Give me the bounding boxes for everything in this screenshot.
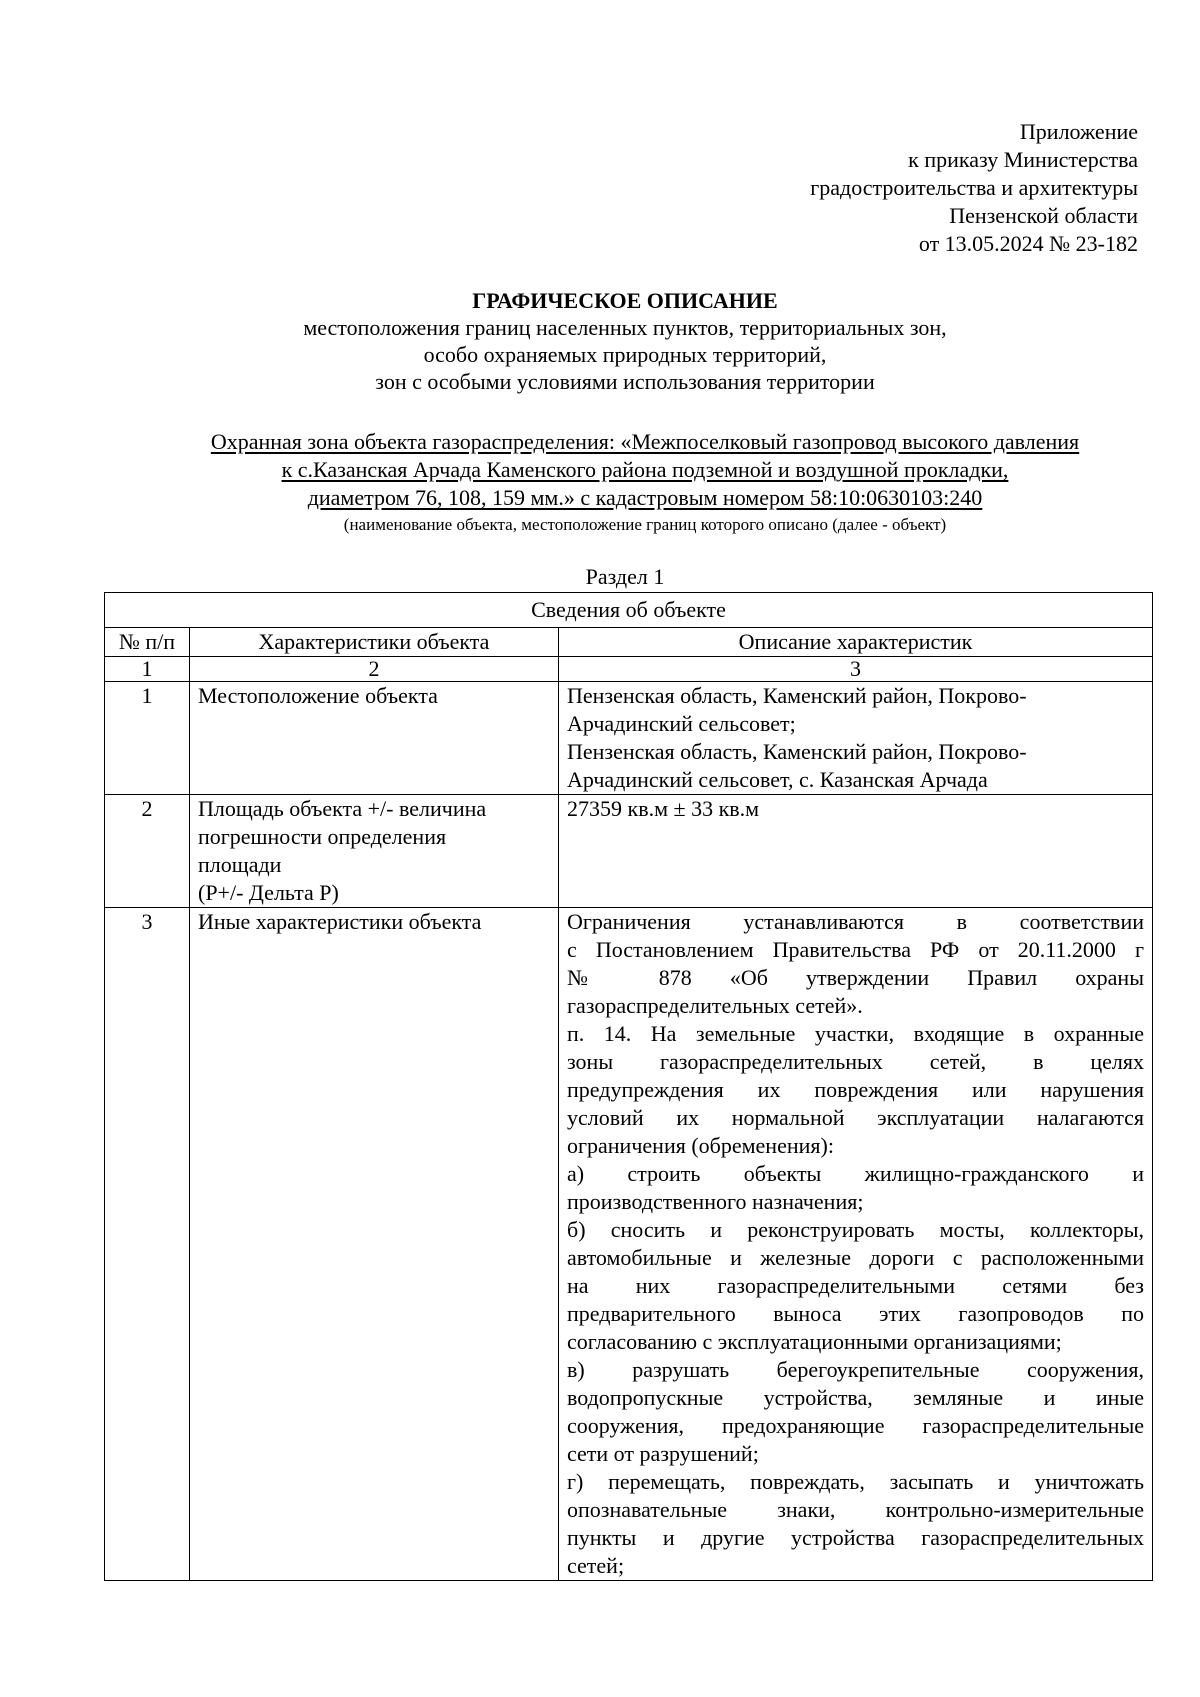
description-line: сетей;	[567, 1553, 625, 1578]
description-line: автомобильные и железные дороги с расположенными	[567, 1245, 1144, 1270]
description-line: предварительного выноса этих газопроводов по	[567, 1301, 1144, 1326]
description-line: в) разрушать берегоукрепительные сооружения,	[567, 1357, 1144, 1382]
row-characteristic: Местоположение объекта	[190, 682, 559, 795]
description-line: Арчадинский сельсовет, с. Казанская Арчада	[567, 767, 988, 792]
description-line: сети от разрушений;	[567, 1441, 759, 1466]
description-line: газораспределительных сетей».	[567, 993, 863, 1018]
object-name-note: (наименование объекта, местоположение границ которого описано (далее - объект)	[343, 515, 947, 534]
description-line: г) перемещать, повреждать, засыпать и уничтожать	[567, 1469, 1144, 1494]
description-line: № 878 «Об утверждении Правил охраны	[567, 965, 1144, 990]
row-number: 1	[105, 682, 190, 795]
appendix-line: к приказу Министерства	[908, 147, 1138, 172]
appendix-block	[638, 118, 1138, 258]
column-header-characteristic: Характеристики объекта	[190, 628, 559, 657]
row-characteristic: Иные характеристики объекта	[190, 908, 559, 1581]
description-line: Арчадинский сельсовет;	[567, 711, 796, 736]
description-line: Пензенская область, Каменский район, Покрово-	[567, 739, 1027, 764]
title-line: местоположения границ населенных пунктов, территориальных зон,	[303, 315, 947, 340]
object-name-line: Охранная зона объекта газораспределения: «Межпоселковый газопровод высокого давления	[210, 429, 1080, 454]
description-line: пункты и другие устройства газораспределительных	[567, 1525, 1144, 1550]
table-number-row	[105, 657, 1153, 682]
description-line: опознавательные знаки, контрольно-измерительные	[567, 1497, 1144, 1522]
description-line: ограничения (обременения):	[567, 1133, 834, 1158]
description-line: Ограничения устанавливаются в соответствии	[567, 909, 1144, 934]
description-line: условий их нормальной эксплуатации налагаются	[567, 1105, 1144, 1130]
characteristic-line: (P+/- Дельта P)	[198, 880, 339, 905]
row-description: 27359 кв.м ± 33 кв.м	[559, 795, 1153, 908]
title-line: зон с особыми условиями использования территории	[375, 369, 875, 394]
characteristic-line: площади	[198, 852, 282, 877]
object-name-block	[140, 428, 1150, 536]
description-line: п. 14. На земельные участки, входящие в охранные	[567, 1021, 1144, 1046]
description-line: предупреждения их повреждения или нарушения	[567, 1077, 1144, 1102]
characteristic-line: Площадь объекта +/- величина	[198, 796, 487, 821]
description-line: б) сносить и реконструировать мосты, коллекторы,	[567, 1217, 1144, 1242]
table-row	[105, 908, 1153, 1581]
description-line: Пензенская область, Каменский район, Покрово-	[567, 683, 1027, 708]
appendix-line: от 13.05.2024 № 23-182	[918, 231, 1138, 256]
column-number: 1	[105, 657, 190, 682]
characteristic-line: погрешности определения	[198, 824, 447, 849]
description-line: а) строить объекты жилищно-гражданского и	[567, 1161, 1144, 1186]
object-info-table	[104, 592, 1153, 1581]
row-description	[559, 908, 1153, 1581]
table-row	[105, 795, 1153, 908]
title-block	[100, 287, 1150, 395]
description-line: производственного назначения;	[567, 1189, 864, 1214]
description-line: зоны газораспределительных сетей, в целях	[567, 1049, 1144, 1074]
object-name-line: диаметром 76, 108, 159 мм.» с кадастровым номером 58:10:0630103:240	[307, 485, 983, 510]
description-line: с Постановлением Правительства РФ от 20.11.2000 г	[567, 937, 1144, 962]
description-line: сооружения, предохраняющие газораспределительные	[567, 1413, 1144, 1438]
appendix-line: градостроительства и архитектуры	[810, 175, 1138, 200]
row-characteristic	[190, 795, 559, 908]
description-line: водопропускные устройства, земляные и иные	[567, 1385, 1144, 1410]
table-row	[105, 682, 1153, 795]
row-description	[559, 682, 1153, 795]
row-number: 3	[105, 908, 190, 1581]
title-line: особо охраняемых природных территорий,	[423, 342, 827, 367]
table-caption-row	[105, 593, 1153, 628]
appendix-line: Пензенской области	[949, 203, 1138, 228]
table-caption: Сведения об объекте	[105, 593, 1153, 628]
table-header-row	[105, 628, 1153, 657]
column-number: 3	[559, 657, 1153, 682]
column-header-description: Описание характеристик	[559, 628, 1153, 657]
column-number: 2	[190, 657, 559, 682]
column-header-number: № п/п	[105, 628, 190, 657]
object-name-line: к с.Казанская Арчада Каменского района подземной и воздушной прокладки,	[281, 457, 1009, 482]
document-title: ГРАФИЧЕСКОЕ ОПИСАНИЕ	[472, 288, 778, 313]
section-label: Раздел 1	[585, 564, 665, 589]
description-line: согласованию с эксплуатационными организациями;	[567, 1329, 1062, 1354]
description-line: на них газораспределительными сетями без	[567, 1273, 1144, 1298]
row-number: 2	[105, 795, 190, 908]
appendix-line: Приложение	[1019, 119, 1138, 144]
